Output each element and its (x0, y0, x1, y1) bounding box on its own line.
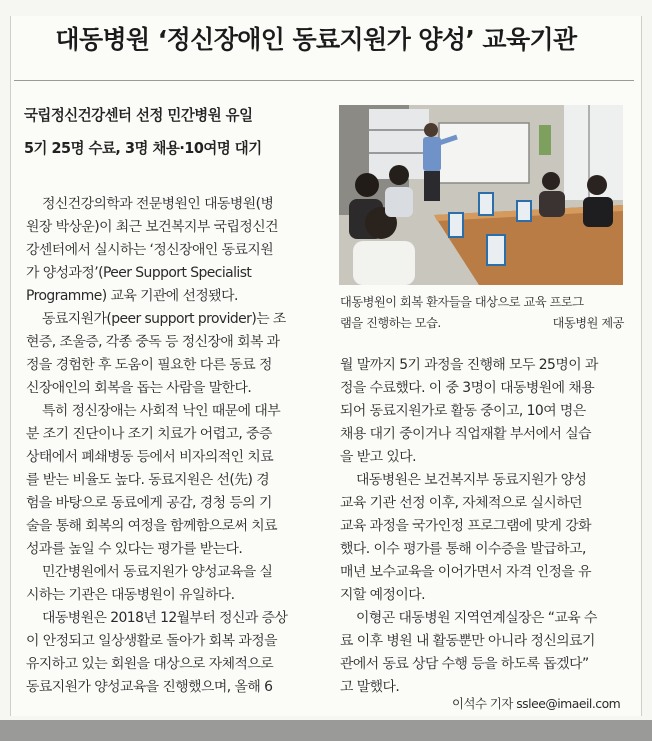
body-line: 술을 통해 회복의 여정을 함께함으로써 치료 (26, 518, 277, 534)
body-line: 분 조기 진단이나 조기 치료가 어렵고, 중증 (26, 426, 272, 442)
body-line: 성과를 높일 수 있다는 평가를 받는다. (26, 541, 243, 557)
body-line: 관에서 동료 상담 수행 등을 하도록 돕겠다” (340, 656, 589, 672)
body-line: 동료지원가(peer support provider)는 조 (42, 311, 286, 327)
body-line: 시하는 기관은 대동병원이 유일하다. (26, 587, 235, 603)
body-line: 되어 동료지원가로 활동 중이고, 10여 명은 (340, 403, 586, 419)
body-line: 정을 수료했다. 이 중 3명이 대동병원에 채용 (340, 380, 595, 396)
article-subhead-1: 국립정신건강센터 선정 민간병원 유일 (24, 107, 253, 124)
body-line: 지할 예정이다. (340, 587, 425, 603)
body-line: 신장애인의 회복을 돕는 사람을 말한다. (26, 380, 252, 396)
body-line: 이 안정되고 일상생활로 돌아가 회복 과정을 (26, 633, 277, 649)
body-line: 대동병원은 2018년 12월부터 정신과 증상 (42, 610, 288, 626)
body-line: 험을 바탕으로 동료에게 공감, 경청 등의 기 (26, 495, 272, 511)
body-line: 가 양성과정’(Peer Support Specialist (26, 265, 252, 281)
body-line: 원장 박상운)이 최근 보건복지부 국립정신건 (26, 219, 278, 235)
page-bottom-strip (0, 720, 652, 741)
body-line: 이형곤 대동병원 지역연계실장은 “교육 수 (356, 610, 597, 626)
body-line: 상태에서 폐쇄병동 등에서 비자의적인 치료 (26, 449, 274, 465)
photo-credit: 대동병원 제공 (552, 316, 624, 330)
body-line: 매년 보수교육을 이어가면서 자격 인정을 유 (340, 564, 591, 580)
article-subhead-2: 5기 25명 수료, 3명 채용·10여명 대기 (24, 140, 262, 157)
body-line: 민간병원에서 동료지원가 양성교육을 실 (42, 564, 273, 580)
reporter-byline: 이석수 기자 sslee@imaeil.com (452, 696, 621, 711)
body-line: 동료지원가 양성교육을 진행했으며, 올해 6 (26, 679, 273, 695)
body-line: 현증, 조울증, 각종 중독 등 정신장애 회복 과 (26, 334, 280, 350)
body-line: Programme) 교육 기관에 선정됐다. (26, 288, 238, 304)
body-line: 교육 과정을 국가인정 프로그램에 맞게 강화 (340, 518, 591, 534)
body-line: 유지하고 있는 회원을 대상으로 자체적으로 (26, 656, 274, 672)
photo-caption-line: 램을 진행하는 모습. (340, 316, 441, 330)
classroom-photo-illustration (339, 105, 623, 285)
body-line: 월 말까지 5기 과정을 진행해 모두 25명이 과 (340, 357, 598, 373)
body-line: 를 받는 비율도 높다. 동료지원은 선(先) 경 (26, 472, 270, 488)
body-line: 고 말했다. (340, 679, 400, 695)
body-line: 강센터에서 실시하는 ‘정신장애인 동료지원 (26, 242, 274, 258)
body-line: 특히 정신장애는 사회적 낙인 때문에 대부 (42, 403, 281, 419)
photo-caption-line: 대동병원이 회복 환자들을 대상으로 교육 프로그 (340, 295, 584, 309)
body-line: 료 이후 병원 내 활동뿐만 아니라 정신의료기 (340, 633, 595, 649)
body-line: 정신건강의학과 전문병원인 대동병원(병 (42, 196, 274, 212)
article-headline: 대동병원 ‘정신장애인 동료지원가 양성’ 교육기관 (55, 25, 577, 54)
headline-divider (14, 80, 634, 81)
body-line: 을 받고 있다. (340, 449, 416, 465)
body-line: 교육 기관 선정 이후, 자체적으로 실시하던 (340, 495, 582, 511)
body-line: 정을 경험한 후 도움이 필요한 다른 동료 정 (26, 357, 272, 373)
article-photo (339, 105, 623, 285)
body-line: 대동병원은 보건복지부 동료지원가 양성 (356, 472, 587, 488)
body-line: 했다. 이수 평가를 통해 이수증을 발급하고, (340, 541, 586, 557)
body-line: 채용 대기 중이거나 직업재활 부서에서 실습 (340, 426, 591, 442)
